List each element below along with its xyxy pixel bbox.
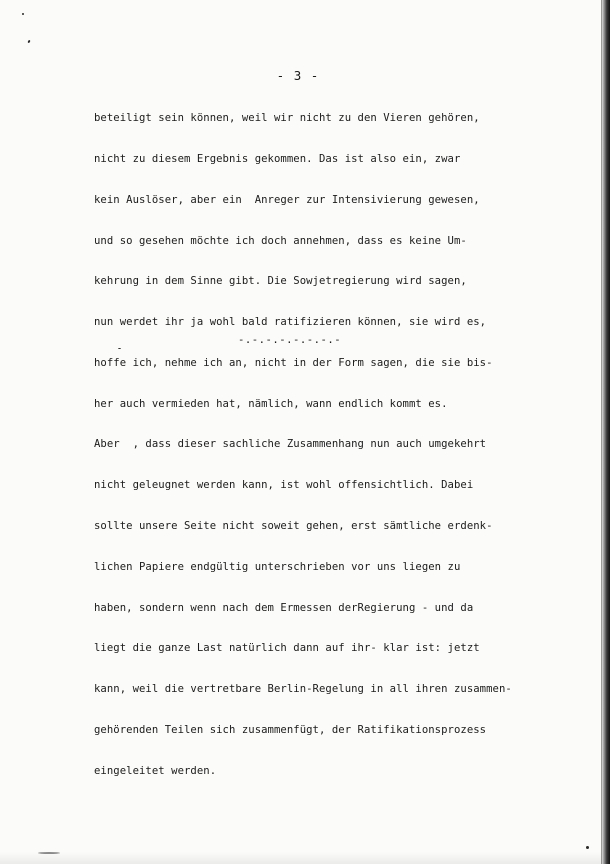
text-line: gehörenden Teilen sich zusammenfügt, der Ratifikationsprozess xyxy=(94,723,487,736)
text-line: nicht zu diesem Ergebnis gekommen. Das ist also ein, zwar xyxy=(94,152,461,165)
text-line: liegt die ganze Last natürlich dann auf ihr- klar ist: jetzt xyxy=(94,642,480,655)
text-line: kann, weil die vertretbare Berlin-Regelung in all ihren zusammen- xyxy=(94,683,512,696)
scan-speck xyxy=(586,846,589,849)
end-separator: -.-.-.-.-.-.-.- xyxy=(238,334,342,346)
scan-speck xyxy=(118,348,121,349)
text-line: lichen Papiere endgültig unterschrieben vor uns liegen zu xyxy=(94,560,461,573)
text-line: her auch vermieden hat, nämlich, wann endlich kommt es. xyxy=(94,397,448,410)
scan-speck xyxy=(27,40,30,44)
text-line: beteiligt sein können, weil wir nicht zu den Vieren gehören, xyxy=(94,112,480,125)
scan-bottom-shade xyxy=(0,852,602,864)
text-line: nun werdet ihr ja wohl bald ratifizieren können, sie wird es, xyxy=(94,316,487,329)
text-line: Aber , dass dieser sachliche Zusammenhang nun auch umgekehrt xyxy=(94,438,487,451)
text-line: sollte unsere Seite nicht soweit gehen, erst sämtliche erdenk- xyxy=(94,520,493,532)
text-line: kehrung in dem Sinne gibt. Die Sowjetregierung wird sagen, xyxy=(94,275,467,288)
page-number: - 3 - xyxy=(276,68,320,83)
body-text xyxy=(94,85,574,805)
scan-speck xyxy=(22,13,24,15)
text-line: kein Auslöser, aber ein Anreger zur Intensivierung gewesen, xyxy=(94,193,480,206)
text-line: und so gesehen möchte ich doch annehmen, dass es keine Um- xyxy=(94,234,467,247)
text-line: haben, sondern wenn nach dem Ermessen derRegierung - und da xyxy=(94,601,474,614)
text-line: hoffe ich, nehme ich an, nicht in der Form sagen, die sie bis- xyxy=(94,356,493,369)
scan-edge-shadow xyxy=(602,0,610,864)
text-line: nicht geleugnet werden kann, ist wohl offensichtlich. Dabei xyxy=(94,479,474,492)
text-line: eingeleitet werden. xyxy=(94,764,217,777)
